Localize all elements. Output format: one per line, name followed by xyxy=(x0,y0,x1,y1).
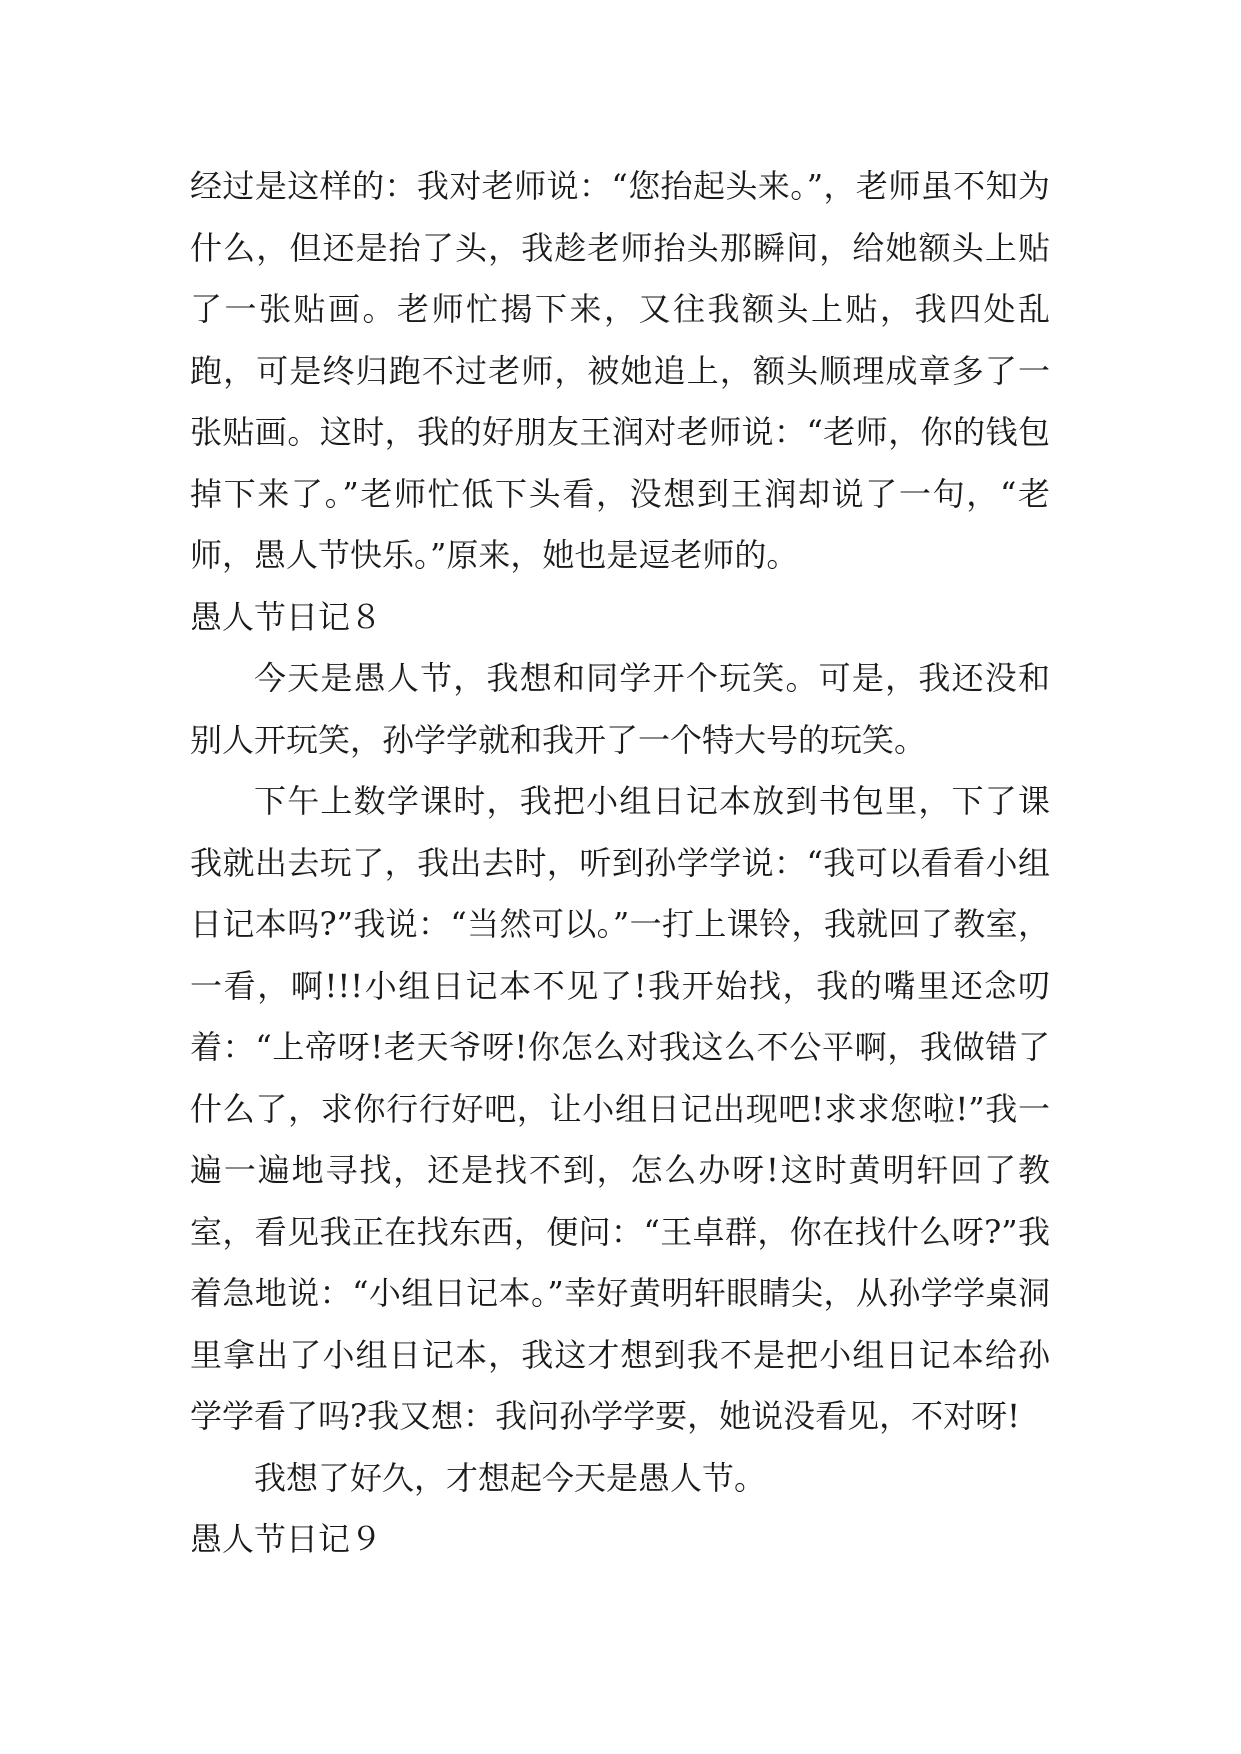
section-heading-9: 愚人节日记９ xyxy=(190,1520,383,1558)
document-body xyxy=(190,156,1050,1571)
paragraph: 下午上数学课时，我把小组日记本放到书包里，下了课我就出去玩了，我出去时，听到孙学学说：“我可以看看小组日记本吗?”我说：“当然可以。”一打上课铃，我就回了教室，一看，啊!!!小组日记本不见了!我开始找，我的嘴里还念叨着：“上帝呀!老天爷呀!你怎么对我这么不公平啊，我做错了什么了，求你行行好吧，让小组日记出现吧!求求您啦!”我一遍一遍地寻找，还是找不到，怎么办呀!这时黄明轩回了教室，看见我正在找东西，便问：“王卓群，你在找什么呀?”我着急地说：“小组日记本。”幸好黄明轩眼睛尖，从孙学学桌洞里拿出了小组日记本，我这才想到我不是把小组日记本给孙学学看了吗?我又想：我问孙学学要，她说没看见，不对呀! xyxy=(190,782,1050,1435)
paragraph: 我想了好久，才想起今天是愚人节。 xyxy=(254,1458,767,1497)
paragraph-continuation: 经过是这样的：我对老师说：“您抬起头来。”，老师虽不知为什么，但还是抬了头，我趁老师抬头那瞬间，给她额头上贴了一张贴画。老师忙揭下来，又往我额头上贴，我四处乱跑，可是终归跑不过老师，被她追上，额头顺理成章多了一张贴画。这时，我的好朋友王润对老师说：“老师，你的钱包掉下来了。”老师忙低下头看，没想到王润却说了一句，“老师，愚人节快乐。”原来，她也是逗老师的。 xyxy=(190,167,1050,574)
paragraph: 今天是愚人节，我想和同学开个玩笑。可是，我还没和别人开玩笑，孙学学就和我开了一个特大号的玩笑。 xyxy=(190,659,1050,759)
section-heading-8: 愚人节日记８ xyxy=(190,597,383,636)
